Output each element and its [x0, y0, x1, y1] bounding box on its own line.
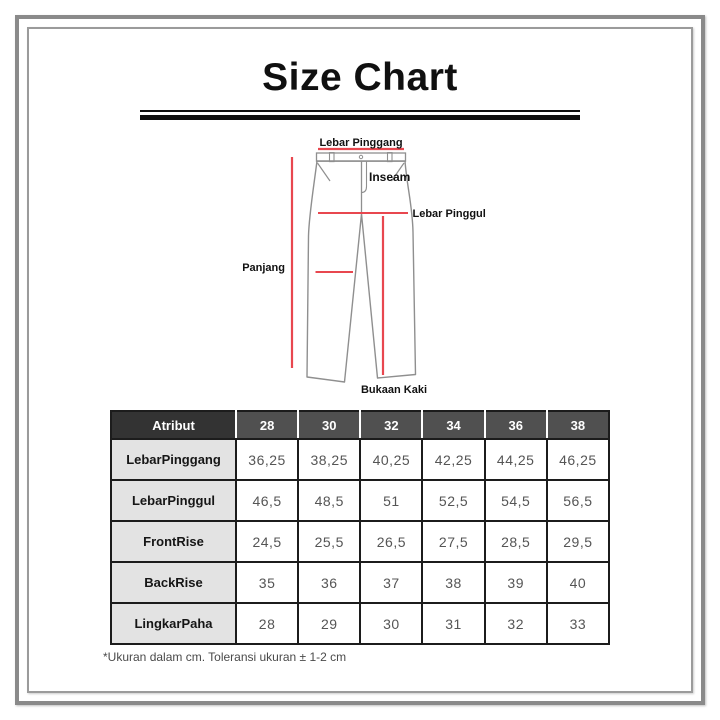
col-header-size-30: 30: [298, 411, 360, 439]
cell-value: 25,5: [298, 521, 360, 562]
waist-button: [359, 155, 362, 158]
col-header-size-34: 34: [422, 411, 484, 439]
cell-value: 54,5: [485, 480, 547, 521]
row-label: BackRise: [111, 562, 236, 603]
cell-value: 31: [422, 603, 484, 644]
page-title: Size Chart: [262, 56, 458, 99]
cell-value: 28: [236, 603, 298, 644]
cell-value: 29: [298, 603, 360, 644]
cell-value: 48,5: [298, 480, 360, 521]
footnote: *Ukuran dalam cm. Toleransi ukuran ± 1-2 cm: [103, 650, 347, 664]
cell-value: 29,5: [547, 521, 609, 562]
pocket-line-left: [318, 163, 331, 181]
cell-value: 46,25: [547, 439, 609, 480]
row-label: LingkarPaha: [111, 603, 236, 644]
label-inseam: Inseam: [369, 170, 411, 184]
cell-value: 36: [298, 562, 360, 603]
col-header-size-36: 36: [485, 411, 547, 439]
cell-value: 42,25: [422, 439, 484, 480]
cell-value: 56,5: [547, 480, 609, 521]
col-header-size-32: 32: [360, 411, 422, 439]
size-table-container: [110, 410, 610, 645]
cell-value: 44,25: [485, 439, 547, 480]
fly-j-curve: [362, 162, 367, 193]
label-hip: Lebar Pinggul: [412, 208, 486, 220]
table-row: [111, 521, 609, 562]
table-row: [111, 562, 609, 603]
cell-value: 51: [360, 480, 422, 521]
label-waist: Lebar Pinggang: [319, 137, 403, 149]
cell-value: 46,5: [236, 480, 298, 521]
cell-value: 40: [547, 562, 609, 603]
cell-value: 30: [360, 603, 422, 644]
size-chart-table: [110, 410, 610, 645]
pants-measurement-diagram: [235, 128, 505, 408]
col-header-size-28: 28: [236, 411, 298, 439]
cell-value: 37: [360, 562, 422, 603]
title-divider: [140, 110, 580, 120]
divider-thick-rule: [140, 115, 580, 120]
belt-loop-right: [388, 153, 393, 162]
table-row: [111, 603, 609, 644]
header-row: [111, 411, 609, 439]
row-label: LebarPinggang: [111, 439, 236, 480]
cell-value: 52,5: [422, 480, 484, 521]
row-label: FrontRise: [111, 521, 236, 562]
cell-value: 35: [236, 562, 298, 603]
cell-value: 38,25: [298, 439, 360, 480]
row-label: LebarPinggul: [111, 480, 236, 521]
cell-value: 36,25: [236, 439, 298, 480]
cell-value: 39: [485, 562, 547, 603]
cell-value: 33: [547, 603, 609, 644]
cell-value: 26,5: [360, 521, 422, 562]
cell-value: 28,5: [485, 521, 547, 562]
cell-value: 32: [485, 603, 547, 644]
col-header-size-38: 38: [547, 411, 609, 439]
label-length: Panjang: [242, 262, 285, 274]
table-row: [111, 480, 609, 521]
cell-value: 24,5: [236, 521, 298, 562]
col-header-atribut: Atribut: [111, 411, 236, 439]
belt-loop-left: [330, 153, 335, 162]
cell-value: 38: [422, 562, 484, 603]
label-leg-opening: Bukaan Kaki: [360, 384, 428, 396]
table-row: [111, 439, 609, 480]
cell-value: 40,25: [360, 439, 422, 480]
cell-value: 27,5: [422, 521, 484, 562]
